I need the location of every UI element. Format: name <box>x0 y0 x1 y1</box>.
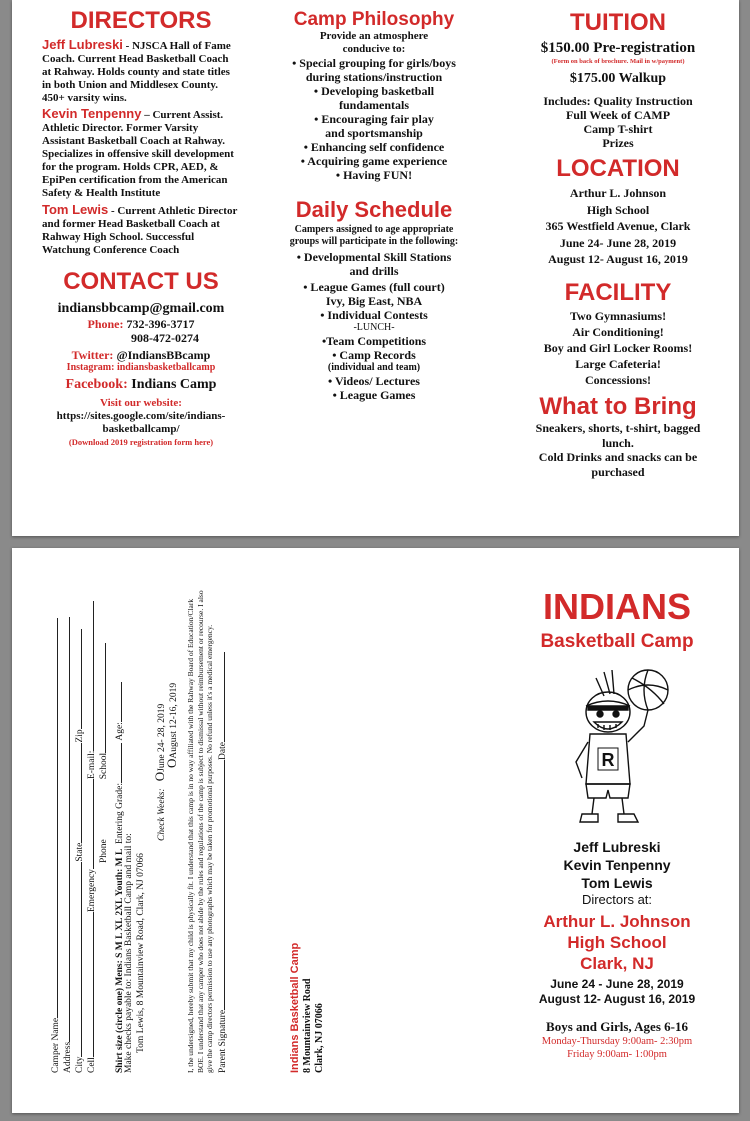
date-field[interactable] <box>215 652 225 742</box>
week-1-checkbox[interactable]: O <box>152 771 167 782</box>
mascot-illustration <box>552 666 682 826</box>
directors-column <box>42 0 240 447</box>
director-bio-2: Kevin Tenpenny – Current Assist. Athletic Director. Former Varsity Assistant Basketball Coach at Rahway. Specializes in offensive skill development for the program. Holds CPR, AED, & EpiPen certification from the American Safety & Health Institute <box>42 106 234 200</box>
form-row-name: Camper Name <box>48 593 60 1073</box>
contact-facebook[interactable]: Indians Camp <box>127 377 217 393</box>
tuition-includes: Includes: Quality Instruction Full Week of CAMP Camp T-shirt Prizes <box>543 94 693 151</box>
schedule-item: • Videos/ Lectures <box>328 374 420 389</box>
contact-email[interactable]: indiansbbcamp@gmail.com <box>57 301 225 317</box>
form-row-week2: OAugust 12-16, 2019 <box>164 682 179 768</box>
philosophy-intro: Provide an atmosphere conducive to: <box>319 29 429 55</box>
tuition-note: (Form on back of brochure. Mail in w/payment) <box>551 58 685 66</box>
contact-twitter[interactable]: @IndiansBBcamp <box>113 348 211 363</box>
brochure-outside-page <box>12 548 739 1113</box>
school-field[interactable] <box>96 643 106 753</box>
form-row-city: CityStateZip <box>72 593 84 1073</box>
form-row-mail: Tom Lewis, 8 Mountainview Road, Clark, NJ 07066 <box>136 853 146 1053</box>
director-bio-3: Tom Lewis - Current Athletic Director and former Head Basketball Coach at Rahway High School. Successful Watchung Conference Coach <box>42 202 238 257</box>
cover-panel <box>502 548 732 1061</box>
city-field[interactable] <box>72 862 82 1057</box>
tuition-walkup: $175.00 Walkup <box>569 71 667 87</box>
contact-heading: CONTACT US <box>63 268 219 296</box>
philosophy-column <box>274 0 474 402</box>
registration-form <box>48 590 228 1073</box>
schedule-item: Ivy, Big East, NBA <box>325 294 423 309</box>
signature-field[interactable] <box>215 760 225 1010</box>
address-field[interactable] <box>60 617 70 1042</box>
camper-name-field[interactable] <box>48 618 58 1018</box>
zip-field[interactable] <box>72 629 82 729</box>
location-heading: LOCATION <box>556 155 680 183</box>
schedule-item: • Individual Contests <box>320 308 428 323</box>
directors-heading: DIRECTORS <box>70 7 212 34</box>
cover-subtitle: Basketball Camp <box>540 630 694 652</box>
form-row-phone: PhoneSchool <box>96 593 108 1073</box>
philosophy-item: • Acquiring game experience <box>300 153 448 168</box>
tuition-prereg: $150.00 Pre-registration <box>540 40 696 57</box>
schedule-item: -LUNCH- <box>353 322 395 334</box>
website-label: Visit our website: <box>100 397 182 410</box>
week-2-checkbox[interactable]: O <box>164 758 179 768</box>
grade-field[interactable] <box>112 743 122 783</box>
facility-list: Two Gymnasiums! Air Conditioning! Boy and Girl Locker Rooms! Large Cafeteria! Concessions! <box>543 309 693 388</box>
waiver-text: I, the undersigned, hereby submit that my child is physically fit. I understand that this camp is in no way affiliated with the Rahway Board of Education/Clark BOE. I understand that any camper who does not abide by the rules and regulations of the camp is subject to dismissal without reimbursement or recourse. I also give the camp directors permission to use any photographs which may be taken for promotional purposes. No refund unless it's a medical emergency. <box>186 590 214 1073</box>
cell-field[interactable] <box>84 912 94 1057</box>
tuition-column <box>520 0 716 479</box>
form-row-shirt: Shirt size (circle one) Mens: S M L XL 2XL Youth: M L Entering Grade: Age: <box>112 593 124 1073</box>
emergency-field[interactable] <box>84 779 94 869</box>
philosophy-heading: Camp Philosophy <box>293 9 455 30</box>
download-note: (Download 2019 registration form here) <box>68 437 214 448</box>
location-details: Arthur L. Johnson High School 365 Westfield Avenue, Clark June 24- June 28, 2019 August 12- August 16, 2019 <box>545 186 691 267</box>
form-row-week1: Check Weeks: OJune 24- 28, 2019 <box>152 703 167 841</box>
schedule-item: (individual and team) <box>327 362 421 374</box>
director-bio-1: Jeff Lubreski - NJSCA Hall of Fame Coach. Current Head Basketball Coach at Rahway. Holds county and state titles in both Union and Middlesex County. 450+ varsity wins. <box>42 37 231 105</box>
philosophy-item: • Encouraging fair play and sportsmanship <box>314 111 434 140</box>
schedule-intro: Campers assigned to age appropriate groups will participate in the following: <box>289 224 459 248</box>
schedule-item: • League Games (full court) <box>303 280 445 295</box>
cover-ages: Boys and Girls, Ages 6-16 <box>546 1018 688 1034</box>
contact-instagram[interactable]: indiansbasketballcamp <box>114 362 216 374</box>
shirt-size-options[interactable]: Shirt size (circle one) Mens: S M L XL 2XL Youth: M L <box>115 848 125 1073</box>
website-link[interactable]: https://sites.google.com/site/indians-basketballcamp/ <box>56 410 226 436</box>
philosophy-item: • Enhancing self confidence <box>303 139 445 154</box>
schedule-item: • League Games <box>332 388 416 403</box>
form-row-address: Address <box>60 593 72 1073</box>
cover-hours: Monday-Thursday 9:00am- 2:30pm Friday 9:00am- 1:00pm <box>541 1035 693 1060</box>
jersey-letter: R <box>601 749 615 770</box>
bring-heading: What to Bring <box>539 393 697 421</box>
form-row-cell: CellEmergencyE-mail: <box>84 593 96 1073</box>
contact-phone-1[interactable]: 732-396-3717 <box>123 317 195 332</box>
cover-title: INDIANS <box>542 586 691 627</box>
cover-directors: Jeff Lubreski Kevin Tenpenny Tom Lewis <box>563 838 671 891</box>
directors-at: Directors at: <box>581 891 653 907</box>
cover-dates: June 24 - June 28, 2019 August 12- August 16, 2019 <box>538 976 696 1006</box>
form-row-checks: Make checks payable to: Indians Basketball Camp and mail to: <box>124 833 134 1073</box>
facility-heading: FACILITY <box>564 278 672 306</box>
contact-block: indiansbbcamp@gmail.com Phone: 732-396-3717 908-472-0274 Twitter: @IndiansBBcamp Instagram: indiansbasketballcamp Facebook: Indians Camp Visit our website: https://sites.google.com/site/indians-basketballcamp/ (Download 2019 registration form here) <box>42 300 240 447</box>
email-field[interactable] <box>84 601 94 751</box>
age-field[interactable] <box>112 682 122 722</box>
philosophy-list <box>274 56 474 182</box>
schedule-item: • Camp Records <box>332 348 416 363</box>
basketball-icon <box>628 670 668 710</box>
bring-list: Sneakers, shorts, t-shirt, bagged lunch. Cold Drinks and snacks can be purchased <box>535 421 701 479</box>
form-row-signature: Parent SignatureDate <box>215 593 227 1073</box>
schedule-item: •Team Competitions <box>321 334 427 349</box>
tuition-heading: TUITION <box>570 9 666 36</box>
state-field[interactable] <box>72 743 82 843</box>
schedule-heading: Daily Schedule <box>295 196 453 222</box>
philosophy-item: • Developing basketball fundamentals <box>313 83 435 112</box>
contact-phone-2[interactable]: 908-472-0274 <box>131 331 199 346</box>
mailing-address: Indians Basketball Camp 8 Mountainview Road Clark, NJ 07066 <box>289 942 325 1073</box>
brochure-inside-page <box>12 0 739 536</box>
cover-school: Arthur L. Johnson High School Clark, NJ <box>543 911 691 973</box>
philosophy-item: • Having FUN! <box>335 167 413 182</box>
schedule-item: • Developmental Skill Stations and drills <box>296 250 452 279</box>
schedule-list <box>274 250 474 402</box>
philosophy-item: • Special grouping for girls/boys during stations/instruction <box>292 55 456 84</box>
